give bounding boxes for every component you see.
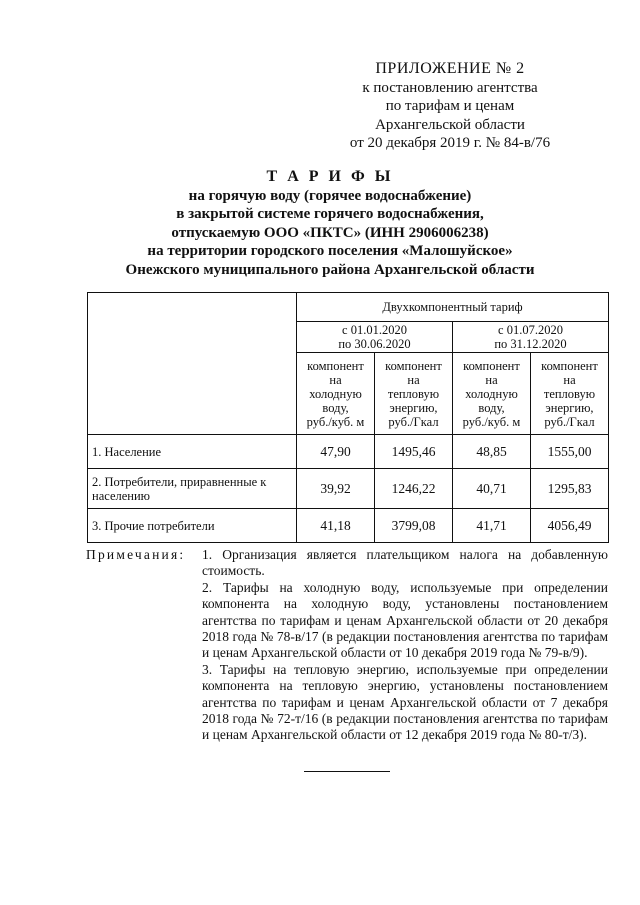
component-text: компонент: [385, 358, 442, 373]
component-text: холодную: [465, 386, 518, 401]
appendix-line: к постановлению агентства: [362, 79, 538, 96]
component-header-heat: [375, 353, 453, 435]
table-row: [88, 509, 609, 543]
component-header-cold: [297, 353, 375, 435]
closing-rule: [304, 771, 390, 772]
title-line: на горячую воду (горячее водоснабжение): [188, 187, 472, 204]
appendix-line: по тарифам и ценам: [385, 98, 515, 114]
component-text: компонент: [307, 358, 364, 373]
component-header-cold: [453, 353, 531, 435]
table-row: [88, 469, 609, 509]
value-cell: 47,90: [297, 435, 375, 469]
component-text: компонент: [541, 358, 598, 373]
value-cell: 40,71: [453, 469, 531, 509]
row-label: 3. Прочие потребители: [88, 509, 297, 543]
value-cell: 3799,08: [375, 509, 453, 543]
value-cell: 48,85: [453, 435, 531, 469]
component-text: воду,: [478, 400, 505, 415]
component-text: руб./Гкал: [544, 414, 595, 429]
appendix-heading: ПРИЛОЖЕНИЕ № 2: [375, 60, 525, 77]
notes-label: Примечания:: [86, 547, 186, 562]
period-header: [453, 322, 609, 353]
title-line: отпускаемую ООО «ПКТС» (ИНН 2906006238): [171, 224, 489, 241]
component-text: холодную: [309, 386, 362, 401]
component-text: руб./Гкал: [388, 414, 439, 429]
value-cell: 1555,00: [531, 435, 609, 469]
title-main: Т А Р И Ф Ы: [266, 168, 394, 185]
value-cell: 39,92: [297, 469, 375, 509]
component-header-heat: [531, 353, 609, 435]
note-item: 1. Организация является плательщиком налога на добавленную стоимость.: [202, 547, 608, 579]
title-line: на территории городского поселения «Малошуйское»: [147, 243, 513, 259]
note-item: 2. Тарифы на холодную воду, используемые при определении компонента на холодную воду, установлены постановлением агентства по тарифам и ценам Архангельской области от 20 декабря 2018 года № 78-в/17 (в редакции постановления агентства по тарифам и ценам Архангельской области от 10 декабря 2019 года № 79-в/9).: [202, 579, 608, 661]
component-text: на: [407, 372, 420, 387]
note-item: 3. Тарифы на тепловую энергию, используемые при определении компонента на тепловую энергию, установлены постановлением агентства по тарифам и ценам Архангельской области от 7 декабря 2018 года № 72-т/16 (в редакции постановления агентства по тарифам и ценам Архангельской области от 12 декабря 2019 года № 80-т/3).: [202, 661, 608, 743]
appendix-block: [330, 60, 570, 153]
component-text: на: [563, 372, 576, 387]
period-to: по 31.12.2020: [494, 337, 567, 351]
component-text: энергию,: [545, 400, 594, 415]
period-header: [297, 322, 453, 353]
component-text: тепловую: [543, 386, 596, 401]
period-to: по 30.06.2020: [338, 337, 411, 351]
title-line: Онежского муниципального района Архангельской области: [125, 261, 535, 278]
appendix-line: от 20 декабря 2019 г. № 84-в/76: [349, 135, 551, 151]
component-text: тепловую: [387, 386, 440, 401]
value-cell: 1495,46: [375, 435, 453, 469]
component-text: компонент: [463, 358, 520, 373]
appendix-line: Архангельской области: [375, 116, 525, 133]
row-label: 2. Потребители, приравненные к населению: [88, 469, 297, 509]
period-from: с 01.07.2020: [498, 323, 563, 337]
component-text: руб./куб. м: [462, 414, 521, 429]
value-cell: 41,18: [297, 509, 375, 543]
component-text: на: [485, 372, 498, 387]
value-cell: 1246,22: [375, 469, 453, 509]
component-text: на: [329, 372, 342, 387]
value-cell: 1295,83: [531, 469, 609, 509]
document-title: [60, 168, 600, 279]
component-text: руб./куб. м: [306, 414, 365, 429]
table-row: [88, 435, 609, 469]
period-from: с 01.01.2020: [342, 323, 407, 337]
tariff-type-header: Двухкомпонентный тариф: [297, 293, 609, 322]
value-cell: 41,71: [453, 509, 531, 543]
component-text: воду,: [322, 400, 349, 415]
tariff-table: [87, 292, 609, 543]
row-label: 1. Население: [88, 435, 297, 469]
notes-body: [202, 547, 608, 744]
notes-block: [86, 547, 608, 744]
header-empty-cell: [88, 293, 297, 435]
value-cell: 4056,49: [531, 509, 609, 543]
component-text: энергию,: [389, 400, 438, 415]
title-line: в закрытой системе горячего водоснабжения,: [176, 206, 484, 222]
